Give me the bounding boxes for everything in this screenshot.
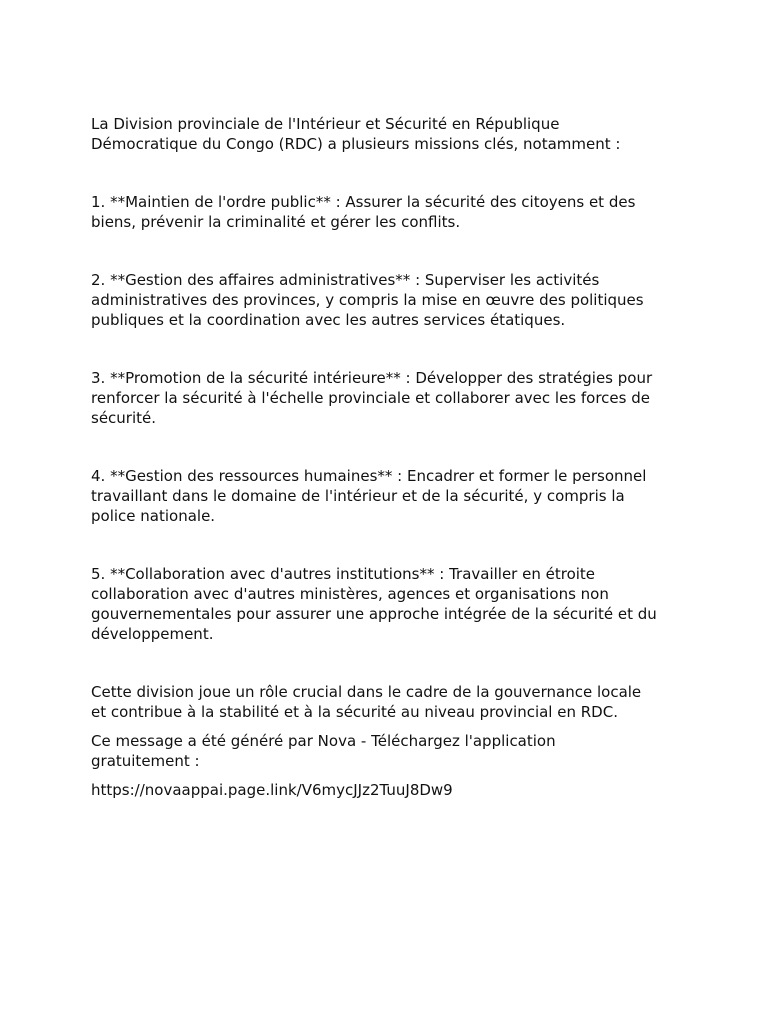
mission-item-3: 3. **Promotion de la sécurité intérieure** : Développer des stratégies pour renforcer la sécurité à l'échelle provinciale et collaborer avec les forces de sécurité. [91, 369, 653, 427]
paragraph-spacer [91, 232, 691, 270]
mission-item-4: 4. **Gestion des ressources humaines** : Encadrer et former le personnel travaillant dans le domaine de l'intérieur et de la sécurité, y compris la police nationale. [91, 467, 647, 525]
paragraph-spacer [91, 428, 691, 466]
paragraph-spacer [91, 154, 691, 192]
footer-link[interactable]: https://novaappai.page.link/V6mycJJz2TuuJ8Dw9 [91, 781, 453, 799]
document-body [91, 114, 691, 800]
mission-item-2: 2. **Gestion des affaires administratives** : Superviser les activités administratives des provinces, y compris la mise en œuvre des politiques publiques et la coordination avec les autres services étatiques. [91, 271, 644, 329]
intro-paragraph: La Division provinciale de l'Intérieur et Sécurité en République Démocratique du Congo (RDC) a plusieurs missions clés, notamment : [91, 115, 621, 153]
paragraph-spacer [91, 644, 691, 682]
conclusion-paragraph: Cette division joue un rôle crucial dans le cadre de la gouvernance locale et contribue à la stabilité et à la sécurité au niveau provincial en RDC. [91, 683, 642, 721]
paragraph-spacer [91, 771, 691, 780]
mission-item-5: 5. **Collaboration avec d'autres institutions** : Travailler en étroite collaboration avec d'autres ministères, agences et organisations non gouvernementales pour assurer une approche intégrée de la sécurité et du développement. [91, 565, 657, 643]
mission-item-1: 1. **Maintien de l'ordre public** : Assurer la sécurité des citoyens et des biens, prévenir la criminalité et gérer les conflits. [91, 193, 636, 231]
footer-message: Ce message a été généré par Nova - Téléchargez l'application gratuitement : [91, 732, 556, 770]
paragraph-spacer [91, 722, 691, 731]
paragraph-spacer [91, 330, 691, 368]
paragraph-spacer [91, 526, 691, 564]
